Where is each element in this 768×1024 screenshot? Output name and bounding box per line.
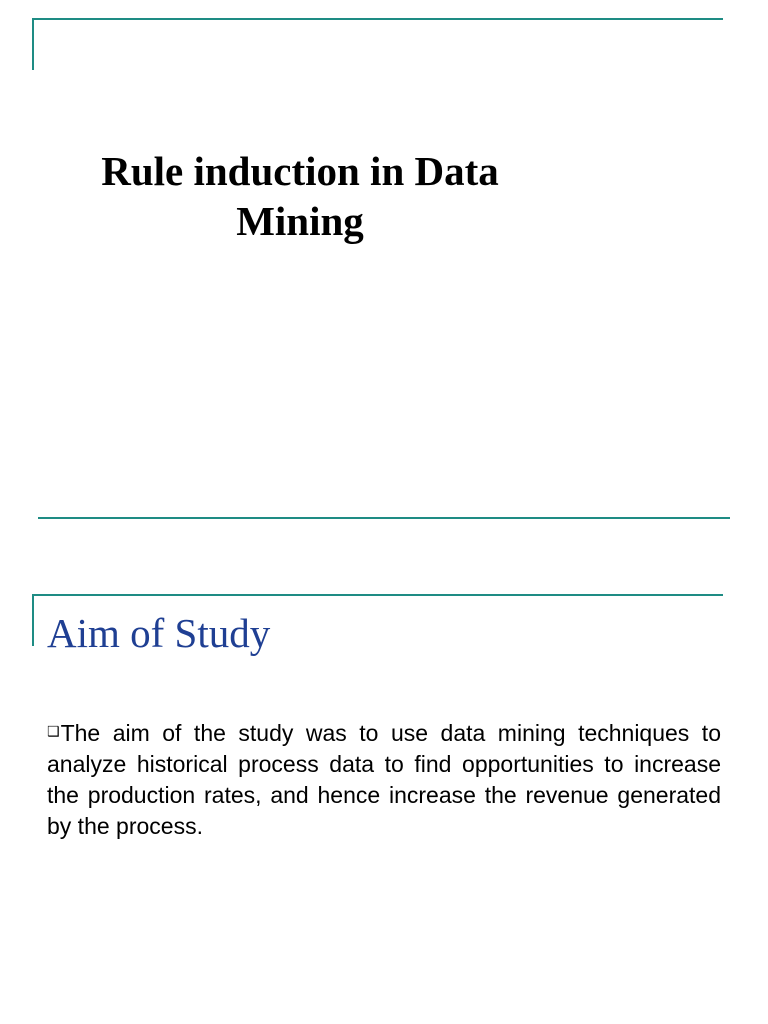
slide2-top-border [32,594,723,596]
hollow-square-bullet-icon: ❑ [47,723,60,739]
slide-separator-line [38,517,730,519]
slide2-left-border [32,594,34,646]
slide1-title: Rule induction in Data Mining [101,148,499,244]
slide2-body-text: The aim of the study was to use data mining techniques to analyze historical process data to find opportunities to increase the production rates, and hence increase the revenue generated by the process. [47,720,721,839]
slide1-top-border [32,18,723,20]
slide2-bullet-paragraph [47,716,721,842]
slide2-title: Aim of Study [47,610,271,656]
slide1-left-border [32,18,34,70]
